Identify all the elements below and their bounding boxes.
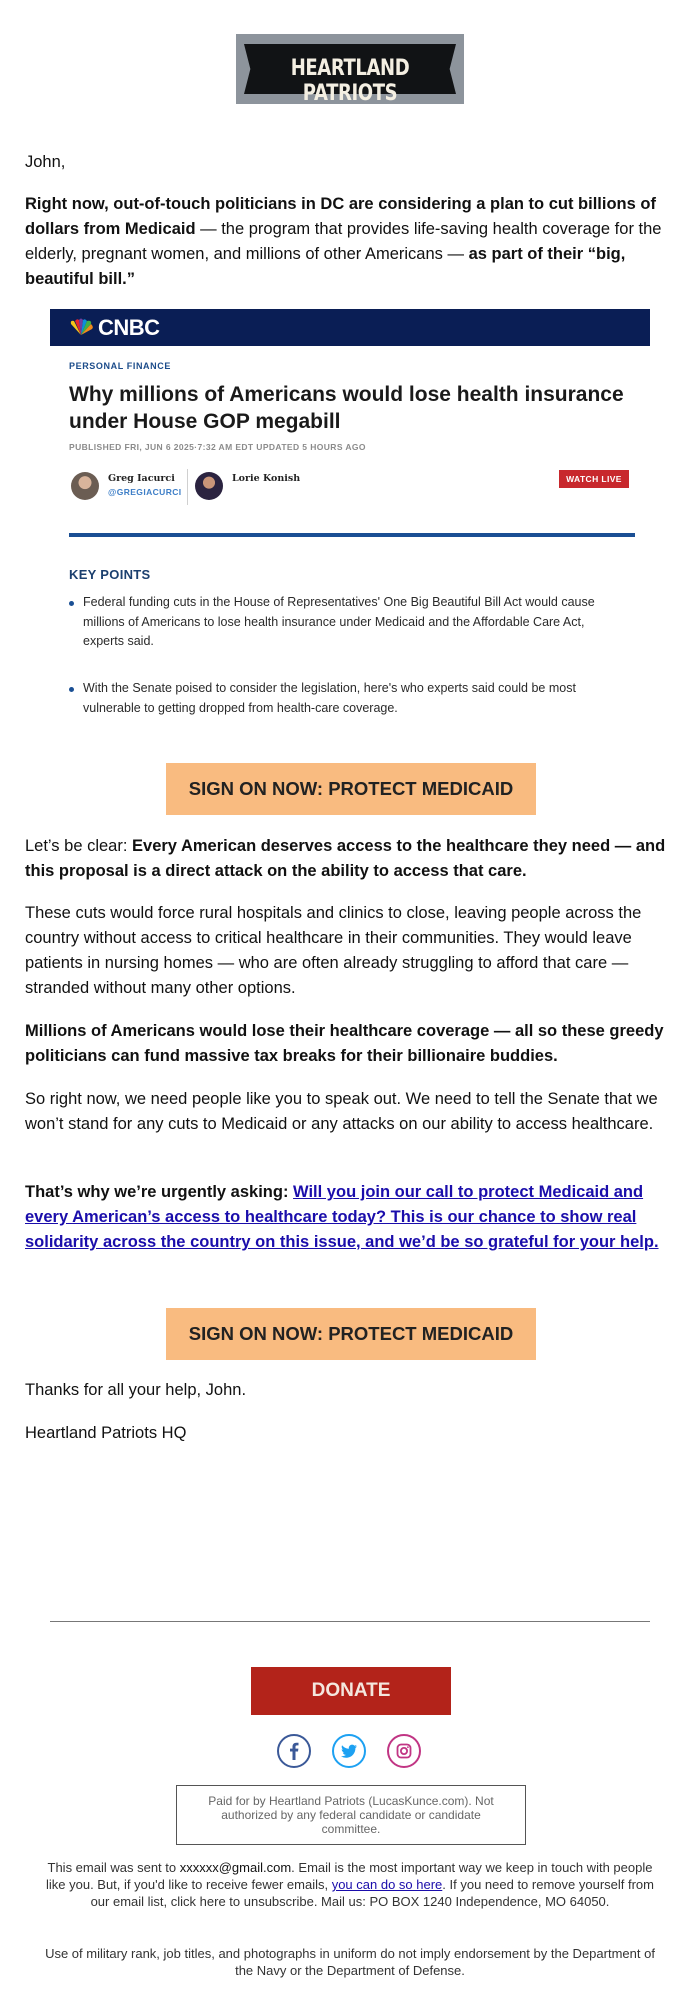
author1-handle: @GREGIACURCI xyxy=(108,487,182,497)
greeting: John, xyxy=(25,153,66,171)
instagram-icon[interactable] xyxy=(387,1734,421,1768)
intro-paragraph xyxy=(25,192,677,292)
paid-for-disclaimer: Paid for by Heartland Patriots (LucasKunce.com). Not authorized by any federal candidate or candidate committee. xyxy=(176,1785,526,1845)
facebook-icon[interactable] xyxy=(277,1734,311,1768)
author2-name: Lorie Konish xyxy=(232,473,301,484)
key-point-1: Federal funding cuts in the House of Representatives' One Big Beautiful Bill Act would cause millions of Americans to lose health insurance under Medicaid and the Affordable Care Act, experts said. xyxy=(83,595,595,648)
cnbc-article-image[interactable] xyxy=(50,309,650,734)
donate-button[interactable]: DONATE xyxy=(251,1667,451,1715)
fewer-emails-link[interactable]: you can do so here xyxy=(331,1877,443,1892)
logo-text: HEARTLAND PATRIOTS xyxy=(290,56,410,106)
intro-bold-end: as part of their “big, beautiful bill.” xyxy=(25,245,626,288)
article-meta: PUBLISHED FRI, JUN 6 2025·7:32 AM EDT UPDATED 5 HOURS AGO xyxy=(69,442,366,452)
article-headline: Why millions of Americans would lose health insurance under House GOP megabill xyxy=(69,383,624,433)
paragraph-5: So right now, we need people like you to speak out. We need to tell the Senate that we won’t stand for any cuts to Medicaid or any attacks on our ability to access healthcare. xyxy=(25,1090,658,1133)
military-disclaimer: Use of military rank, job titles, and photographs in uniform do not imply endorsement by the Department of the Navy or the Department of Defense. xyxy=(45,1946,655,1978)
sent-prefix: This email was sent to xyxy=(47,1860,180,1875)
cnbc-header-bar xyxy=(50,309,650,346)
cnbc-logo-text: CNBC xyxy=(98,315,160,340)
key-point-2: With the Senate poised to consider the legislation, here's who experts said could be most vulnerable to getting dropped from health-care coverage. xyxy=(83,681,576,715)
heartland-patriots-logo xyxy=(0,34,700,106)
paragraph-3: These cuts would force rural hospitals and clinics to close, leaving people across the country without access to critical healthcare in their communities. They would leave patients in nursing homes — who are often already struggling to afford that care — stranded without many other options. xyxy=(25,904,642,997)
signoff: Heartland Patriots HQ xyxy=(25,1424,187,1442)
thanks-line: Thanks for all your help, John. xyxy=(25,1381,247,1399)
watch-live-badge: WATCH LIVE xyxy=(559,470,629,488)
sign-on-button-1[interactable]: SIGN ON NOW: PROTECT MEDICAID xyxy=(166,763,536,815)
p6-bold: That’s why we’re urgently asking: xyxy=(25,1183,294,1201)
author1-name: Greg Iacurci xyxy=(108,473,175,484)
article-section: PERSONAL FINANCE xyxy=(69,361,171,371)
cnbc-peacock-icon xyxy=(68,318,94,336)
key-points-title: KEY POINTS xyxy=(69,567,151,582)
author-divider xyxy=(187,469,188,505)
p2-normal: Let’s be clear: xyxy=(25,837,133,855)
author2-avatar xyxy=(195,472,223,500)
sent-suffix: . If you need to remove yourself from our email list, click here to unsubscribe. Mail us: PO BOX 1240 Independence, MO 64050. xyxy=(90,1877,654,1909)
article-divider xyxy=(69,533,635,537)
author1-avatar xyxy=(71,472,99,500)
paragraph-6 xyxy=(25,1180,677,1255)
sign-on-button-2[interactable]: SIGN ON NOW: PROTECT MEDICAID xyxy=(166,1308,536,1360)
paragraph-4: Millions of Americans would lose their healthcare coverage — all so these greedy politicians can fund massive tax breaks for their billionaire buddies. xyxy=(25,1022,664,1065)
bullet-icon xyxy=(69,687,74,692)
footer-divider xyxy=(50,1621,650,1622)
twitter-icon[interactable] xyxy=(332,1734,366,1768)
intro-normal: — the program that provides life-saving health coverage for the elderly, pregnant women, and millions of other Americans — xyxy=(25,220,662,263)
sent-mid: . Email is the most important way we keep in touch with people like you. But, if you'd like to receive fewer emails, xyxy=(45,1860,653,1892)
recipient-email: xxxxxx@gmail.com xyxy=(179,1860,292,1875)
protect-medicaid-link[interactable]: Will you join our call to protect Medicaid and every American’s access to healthcare today? This is our chance to show real solidarity across the country on this issue, and we’d be so grateful for your help. xyxy=(25,1183,659,1251)
paragraph-2 xyxy=(25,834,677,884)
intro-bold: Right now, out-of-touch politicians in DC are considering a plan to cut billions of dollars from Medicaid xyxy=(25,195,656,238)
bullet-icon xyxy=(69,601,74,606)
p2-bold: Every American deserves access to the healthcare they need — and this proposal is a direct attack on the ability to access that care. xyxy=(25,837,666,880)
footer-email-notice xyxy=(40,1859,660,1910)
